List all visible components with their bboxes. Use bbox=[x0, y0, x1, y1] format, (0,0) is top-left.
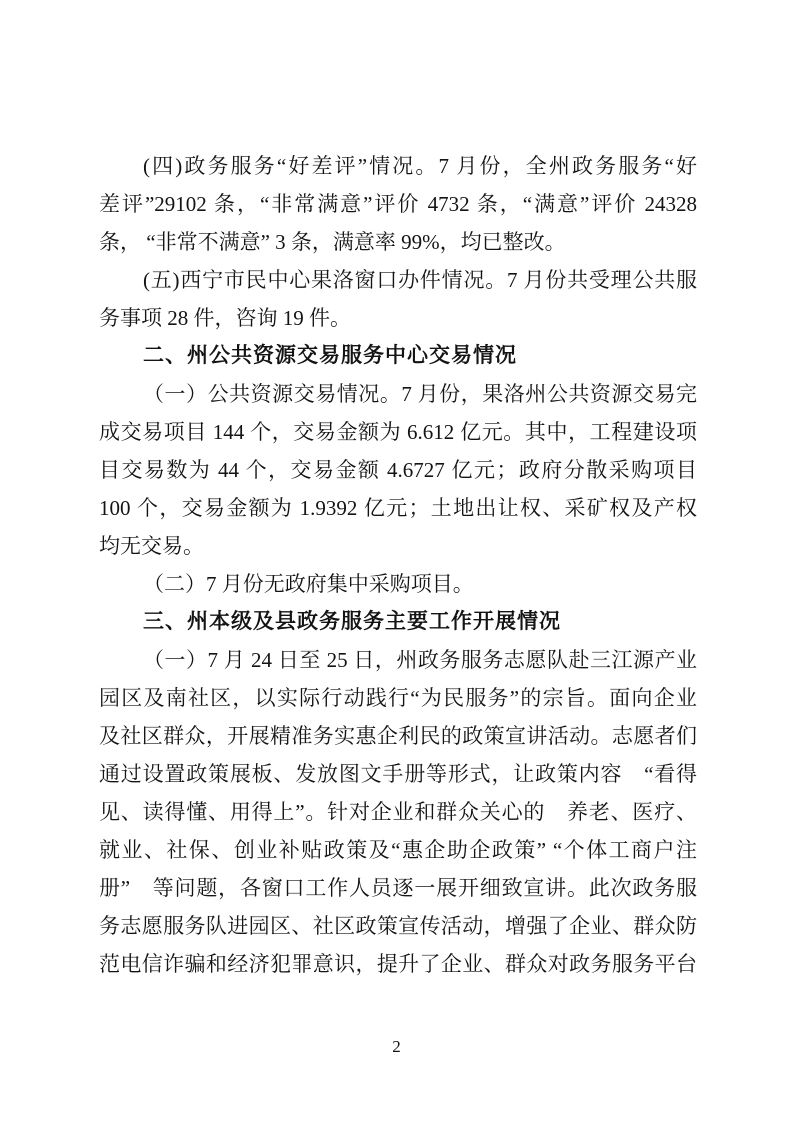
section-heading-3: 三、州本级及县政务服务主要工作开展情况 bbox=[143, 610, 561, 633]
text-line: 务志愿服务队进园区、社区政策宣传活动，增强了企业、群众防 bbox=[99, 914, 697, 938]
text-line: （一）公共资源交易情况。7 月份，果洛州公共资源交易完 bbox=[143, 382, 697, 406]
text-line: 目交易数为 44 个，交易金额 4.6727 亿元；政府分散采购项目 bbox=[99, 458, 697, 482]
text-line: 条， “非常不满意” 3 条，满意率 99%，均已整改。 bbox=[99, 230, 566, 254]
text-line: 务事项 28 件，咨询 19 件。 bbox=[99, 306, 351, 330]
text-line: 差评”29102 条，“非常满意”评价 4732 条，“满意”评价 24328 bbox=[99, 192, 697, 216]
text-line: （二）7 月份无政府集中采购项目。 bbox=[143, 572, 474, 596]
text-line: 册” 等问题，各窗口工作人员逐一展开细致宣讲。此次政务服 bbox=[99, 876, 697, 900]
text-line: 及社区群众，开展精准务实惠企利民的政策宣讲活动。志愿者们 bbox=[99, 724, 697, 748]
text-line: 范电信诈骗和经济犯罪意识，提升了企业、群众对政务服务平台 bbox=[99, 952, 697, 976]
text-line: 园区及南社区，以实际行动践行“为民服务”的宗旨。面向企业 bbox=[99, 686, 697, 710]
text-line: 通过设置政策展板、发放图文手册等形式，让政策内容 “看得 bbox=[99, 762, 697, 786]
text-line: 均无交易。 bbox=[99, 534, 204, 558]
text-line: 见、读得懂、用得上”。针对企业和群众关心的 养老、医疗、 bbox=[99, 800, 697, 824]
document-body bbox=[99, 147, 697, 983]
text-line: (四)政务服务“好差评”情况。7 月份，全州政务服务“好 bbox=[143, 154, 697, 178]
text-line: (五)西宁市民中心果洛窗口办件情况。7 月份共受理公共服 bbox=[143, 268, 697, 292]
text-line: 成交易项目 144 个，交易金额为 6.612 亿元。其中，工程建设项 bbox=[99, 420, 697, 444]
section-heading-2: 二、州公共资源交易服务中心交易情况 bbox=[143, 344, 517, 367]
text-line: 就业、社保、创业补贴政策及“惠企助企政策” “个体工商户注 bbox=[99, 838, 697, 862]
text-line: 100 个，交易金额为 1.9392 亿元；土地出让权、采矿权及产权 bbox=[99, 496, 697, 520]
text-line: （一）7 月 24 日至 25 日，州政务服务志愿队赴三江源产业 bbox=[143, 648, 697, 672]
page-number: 2 bbox=[392, 1037, 401, 1056]
